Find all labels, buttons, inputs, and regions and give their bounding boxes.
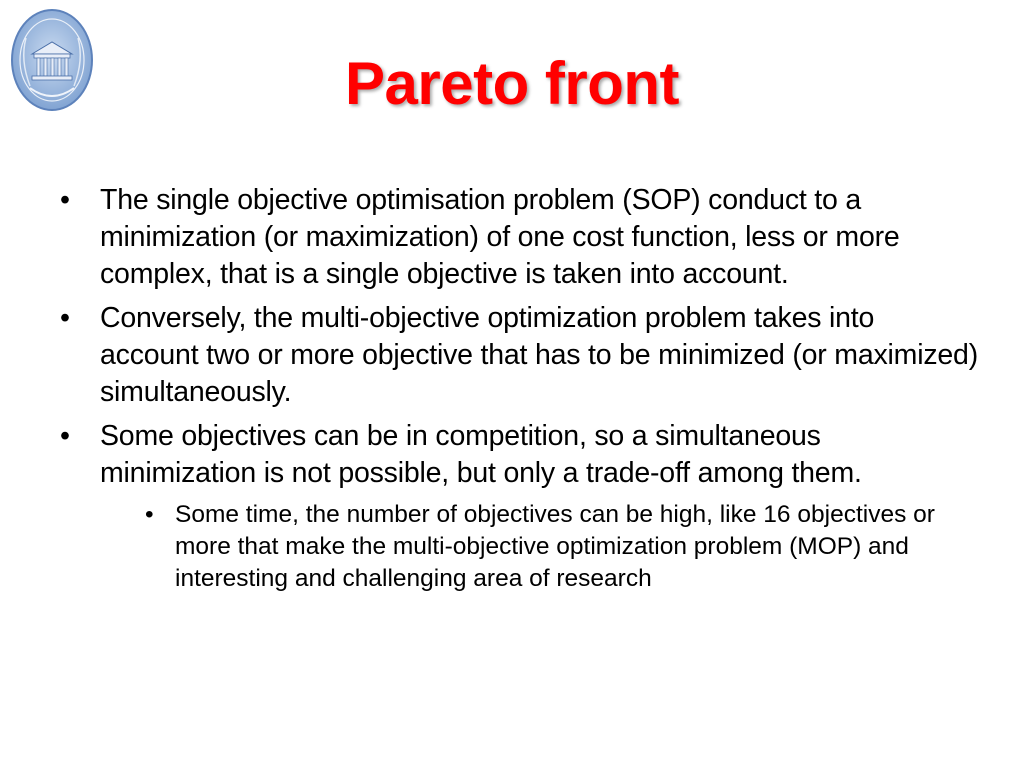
bullet-item <box>60 418 980 492</box>
bullet-list <box>60 182 980 595</box>
sub-bullet-item <box>145 499 975 595</box>
bullet-item <box>60 182 980 293</box>
slide-title: Pareto front <box>344 50 680 117</box>
bullet-item <box>60 300 980 411</box>
bullet-glyph: • <box>60 184 70 216</box>
sub-bullet-glyph: • <box>145 501 154 528</box>
bullet-glyph: • <box>60 302 70 334</box>
bullet-text: Some objectives can be in competition, so a simultaneous minimization is not possible, but only a trade-off among them. <box>100 420 862 489</box>
bullet-text: Conversely, the multi-objective optimization problem takes into account two or more objective that has to be minimized (or maximized) simultaneously. <box>100 302 978 408</box>
bullet-glyph: • <box>60 420 70 452</box>
bullet-text: The single objective optimisation problem (SOP) conduct to a minimization (or maximization) of one cost function, less or more complex, that is a single objective is taken into account. <box>100 184 900 290</box>
sub-bullet-text: Some time, the number of objectives can be high, like 16 objectives or more that make the multi-objective optimization problem (MOP) and interesting and challenging area of research <box>175 501 935 592</box>
